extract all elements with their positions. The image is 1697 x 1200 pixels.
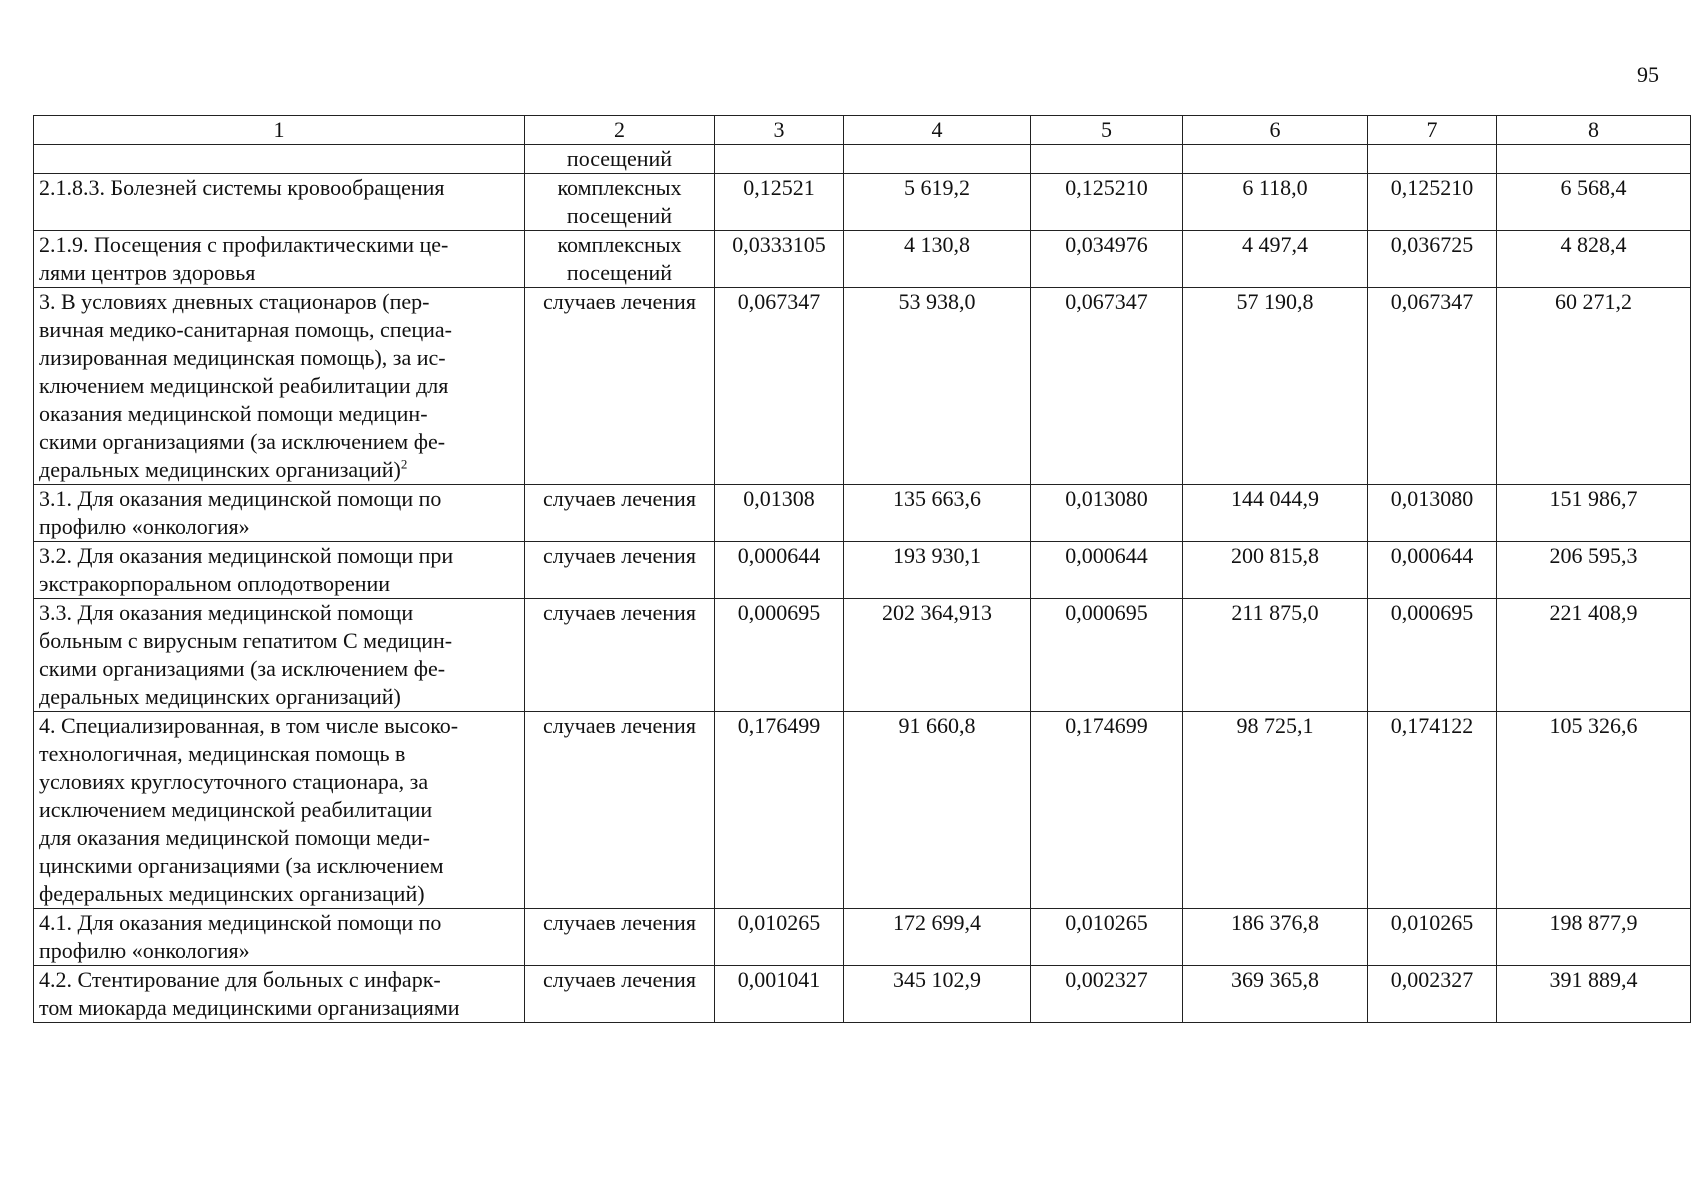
indicator-name-cell <box>34 231 525 288</box>
value-cell-col-7: 0,067347 <box>1368 288 1497 485</box>
unit-line: случаев лечения <box>543 967 696 992</box>
indicator-name-text: экстракорпоральном оплодотворении <box>39 571 391 596</box>
value-cell-col-3: 0,176499 <box>715 712 844 909</box>
indicator-name-line <box>39 400 520 428</box>
unit-line: случаев лечения <box>543 289 696 314</box>
value-cell-col-4: 135 663,6 <box>844 485 1031 542</box>
value-cell-col-4: 193 930,1 <box>844 542 1031 599</box>
indicator-name-line <box>39 513 520 541</box>
table-row <box>34 288 1691 485</box>
value-cell-col-8: 391 889,4 <box>1497 966 1691 1023</box>
table-body <box>34 116 1691 1023</box>
value-cell-col-7: 0,125210 <box>1368 174 1497 231</box>
unit-line: посещений <box>566 203 673 228</box>
indicator-name-line <box>39 909 520 937</box>
unit-line: случаев лечения <box>543 713 696 738</box>
indicator-name-line <box>39 316 520 344</box>
table-row <box>34 909 1691 966</box>
value-cell-col-5: 0,174699 <box>1031 712 1183 909</box>
value-cell-col-3: 0,01308 <box>715 485 844 542</box>
table-row <box>34 542 1691 599</box>
value-cell-col-3: 0,001041 <box>715 966 844 1023</box>
indicator-name-line <box>39 485 520 513</box>
value-cell-col-3: 0,000695 <box>715 599 844 712</box>
header-cell: 5 <box>1031 116 1183 145</box>
value-cell-col-8: 4 828,4 <box>1497 231 1691 288</box>
value-cell-col-6: 211 875,0 <box>1183 599 1368 712</box>
indicator-name-text: деральных медицинских организаций) <box>39 457 401 482</box>
indicator-name-text: профилю «онкология» <box>39 938 250 963</box>
value-cell-col-8: 151 986,7 <box>1497 485 1691 542</box>
table-row <box>34 231 1691 288</box>
indicator-name-text: технологичная, медицинская помощь в <box>39 741 406 766</box>
indicator-name-text: оказания медицинской помощи медицин- <box>39 401 428 426</box>
indicator-name-line <box>39 428 520 456</box>
value-cell-col-4: 5 619,2 <box>844 174 1031 231</box>
indicator-name-text: лями центров здоровья <box>39 260 256 285</box>
indicator-name-text: больным с вирусным гепатитом С медицин- <box>39 628 453 653</box>
value-cell-col-7: 0,036725 <box>1368 231 1497 288</box>
indicator-name-text: профилю «онкология» <box>39 514 250 539</box>
value-cell-col-5 <box>1031 145 1183 174</box>
table-row <box>34 599 1691 712</box>
value-cell-col-8: 6 568,4 <box>1497 174 1691 231</box>
value-cell-col-4: 172 699,4 <box>844 909 1031 966</box>
page-number: 95 <box>1637 62 1659 87</box>
value-cell-col-5: 0,013080 <box>1031 485 1183 542</box>
value-cell-col-5: 0,034976 <box>1031 231 1183 288</box>
indicator-name-text: том миокарда медицинскими организациями <box>39 995 460 1020</box>
value-cell-col-8: 221 408,9 <box>1497 599 1691 712</box>
unit-line: комплексных <box>557 175 682 200</box>
value-cell-col-7: 0,000695 <box>1368 599 1497 712</box>
indicator-name-text: 4.2. Стентирование для больных с инфарк- <box>39 967 441 992</box>
indicator-name-cell <box>34 966 525 1023</box>
indicator-name-text: ключением медицинской реабилитации для <box>39 373 449 398</box>
value-cell-col-3: 0,067347 <box>715 288 844 485</box>
indicator-name-text: вичная медико-санитарная помощь, специа- <box>39 317 452 342</box>
indicator-name-cell <box>34 145 525 174</box>
indicator-name-line <box>39 259 520 287</box>
indicator-name-line <box>39 880 520 908</box>
indicator-name-line <box>39 627 520 655</box>
indicator-name-line <box>39 655 520 683</box>
header-cell: 7 <box>1368 116 1497 145</box>
unit-cell <box>525 485 715 542</box>
table-row <box>34 174 1691 231</box>
value-cell-col-5: 0,010265 <box>1031 909 1183 966</box>
header-cell: 2 <box>525 116 715 145</box>
value-cell-col-4: 91 660,8 <box>844 712 1031 909</box>
value-cell-col-4: 202 364,913 <box>844 599 1031 712</box>
value-cell-col-4: 53 938,0 <box>844 288 1031 485</box>
value-cell-col-5: 0,125210 <box>1031 174 1183 231</box>
indicator-name-text: федеральных медицинских организаций) <box>39 881 425 906</box>
value-cell-col-3: 0,010265 <box>715 909 844 966</box>
unit-cell <box>525 231 715 288</box>
value-cell-col-6: 57 190,8 <box>1183 288 1368 485</box>
indicator-name-cell <box>34 288 525 485</box>
table-row <box>34 966 1691 1023</box>
indicator-name-cell <box>34 174 525 231</box>
unit-cell <box>525 712 715 909</box>
value-cell-col-8: 60 271,2 <box>1497 288 1691 485</box>
value-cell-col-4: 4 130,8 <box>844 231 1031 288</box>
indicator-name-line <box>39 174 520 202</box>
unit-line: случаев лечения <box>543 910 696 935</box>
value-cell-col-7: 0,000644 <box>1368 542 1497 599</box>
indicator-name-cell <box>34 542 525 599</box>
indicator-name-text: деральных медицинских организаций) <box>39 684 401 709</box>
table-header-row <box>34 116 1691 145</box>
unit-line: посещений <box>566 146 673 171</box>
value-cell-col-4 <box>844 145 1031 174</box>
indicator-name-line <box>39 231 520 259</box>
value-cell-col-5: 0,000695 <box>1031 599 1183 712</box>
data-table <box>33 115 1691 1023</box>
indicator-name-cell <box>34 909 525 966</box>
header-cell: 8 <box>1497 116 1691 145</box>
header-cell: 1 <box>34 116 525 145</box>
value-cell-col-6: 144 044,9 <box>1183 485 1368 542</box>
footnote-marker: 2 <box>400 456 408 472</box>
value-cell-col-6: 186 376,8 <box>1183 909 1368 966</box>
indicator-name-cell <box>34 712 525 909</box>
unit-line: случаев лечения <box>543 486 696 511</box>
value-cell-col-5: 0,000644 <box>1031 542 1183 599</box>
value-cell-col-6: 369 365,8 <box>1183 966 1368 1023</box>
indicator-name-text: 3.2. Для оказания медицинской помощи при <box>39 543 454 568</box>
value-cell-col-8: 206 595,3 <box>1497 542 1691 599</box>
value-cell-col-7: 0,002327 <box>1368 966 1497 1023</box>
unit-cell <box>525 145 715 174</box>
indicator-name-line <box>39 824 520 852</box>
value-cell-col-6 <box>1183 145 1368 174</box>
value-cell-col-6: 98 725,1 <box>1183 712 1368 909</box>
unit-line: комплексных <box>557 232 682 257</box>
unit-line: случаев лечения <box>543 543 696 568</box>
value-cell-col-8: 198 877,9 <box>1497 909 1691 966</box>
table-row <box>34 712 1691 909</box>
header-cell: 3 <box>715 116 844 145</box>
indicator-name-cell <box>34 599 525 712</box>
indicator-name-text: 4.1. Для оказания медицинской помощи по <box>39 910 442 935</box>
value-cell-col-6: 200 815,8 <box>1183 542 1368 599</box>
indicator-name-cell <box>34 485 525 542</box>
indicator-name-line <box>39 768 520 796</box>
value-cell-col-8 <box>1497 145 1691 174</box>
indicator-name-text: 2.1.8.3. Болезней системы кровообращения <box>39 175 445 200</box>
indicator-name-line <box>39 599 520 627</box>
value-cell-col-6: 6 118,0 <box>1183 174 1368 231</box>
indicator-name-line <box>39 712 520 740</box>
value-cell-col-3: 0,0333105 <box>715 231 844 288</box>
unit-cell <box>525 288 715 485</box>
unit-cell <box>525 174 715 231</box>
value-cell-col-7: 0,174122 <box>1368 712 1497 909</box>
table-row <box>34 485 1691 542</box>
indicator-name-line <box>39 288 520 316</box>
header-cell: 6 <box>1183 116 1368 145</box>
indicator-name-text: для оказания медицинской помощи меди- <box>39 825 431 850</box>
value-cell-col-4: 345 102,9 <box>844 966 1031 1023</box>
unit-line: случаев лечения <box>543 600 696 625</box>
indicator-name-text: 2.1.9. Посещения с профилактическими це- <box>39 232 449 257</box>
value-cell-col-3 <box>715 145 844 174</box>
indicator-name-text: скими организациями (за исключением фе- <box>39 656 446 681</box>
indicator-name-text: цинскими организациями (за исключением <box>39 853 444 878</box>
indicator-name-text: скими организациями (за исключением фе- <box>39 429 446 454</box>
value-cell-col-7: 0,013080 <box>1368 485 1497 542</box>
indicator-name-line <box>39 570 520 598</box>
indicator-name-text: 3. В условиях дневных стационаров (пер- <box>39 289 430 314</box>
value-cell-col-7 <box>1368 145 1497 174</box>
indicator-name-line <box>39 740 520 768</box>
value-cell-col-8: 105 326,6 <box>1497 712 1691 909</box>
unit-cell <box>525 966 715 1023</box>
indicator-name-text: условиях круглосуточного стационара, за <box>39 769 429 794</box>
value-cell-col-6: 4 497,4 <box>1183 231 1368 288</box>
indicator-name-line <box>39 937 520 965</box>
indicator-name-line <box>39 344 520 372</box>
indicator-name-line <box>39 852 520 880</box>
unit-cell <box>525 599 715 712</box>
indicator-name-line <box>39 372 520 400</box>
value-cell-col-3: 0,12521 <box>715 174 844 231</box>
indicator-name-line <box>39 796 520 824</box>
unit-cell <box>525 909 715 966</box>
table-row <box>34 145 1691 174</box>
header-cell: 4 <box>844 116 1031 145</box>
indicator-name-text: исключением медицинской реабилитации <box>39 797 433 822</box>
value-cell-col-3: 0,000644 <box>715 542 844 599</box>
unit-line: посещений <box>566 260 673 285</box>
indicator-name-text: лизированная медицинская помощь), за ис- <box>39 345 446 370</box>
indicator-name-text: 3.1. Для оказания медицинской помощи по <box>39 486 442 511</box>
indicator-name-line <box>39 542 520 570</box>
value-cell-col-7: 0,010265 <box>1368 909 1497 966</box>
indicator-name-line <box>39 966 520 994</box>
indicator-name-text: 3.3. Для оказания медицинской помощи <box>39 600 414 625</box>
value-cell-col-5: 0,002327 <box>1031 966 1183 1023</box>
indicator-name-line <box>39 456 520 484</box>
indicator-name-text: 4. Специализированная, в том числе высоко- <box>39 713 459 738</box>
value-cell-col-5: 0,067347 <box>1031 288 1183 485</box>
indicator-name-line <box>39 683 520 711</box>
indicator-name-line <box>39 994 520 1022</box>
unit-cell <box>525 542 715 599</box>
